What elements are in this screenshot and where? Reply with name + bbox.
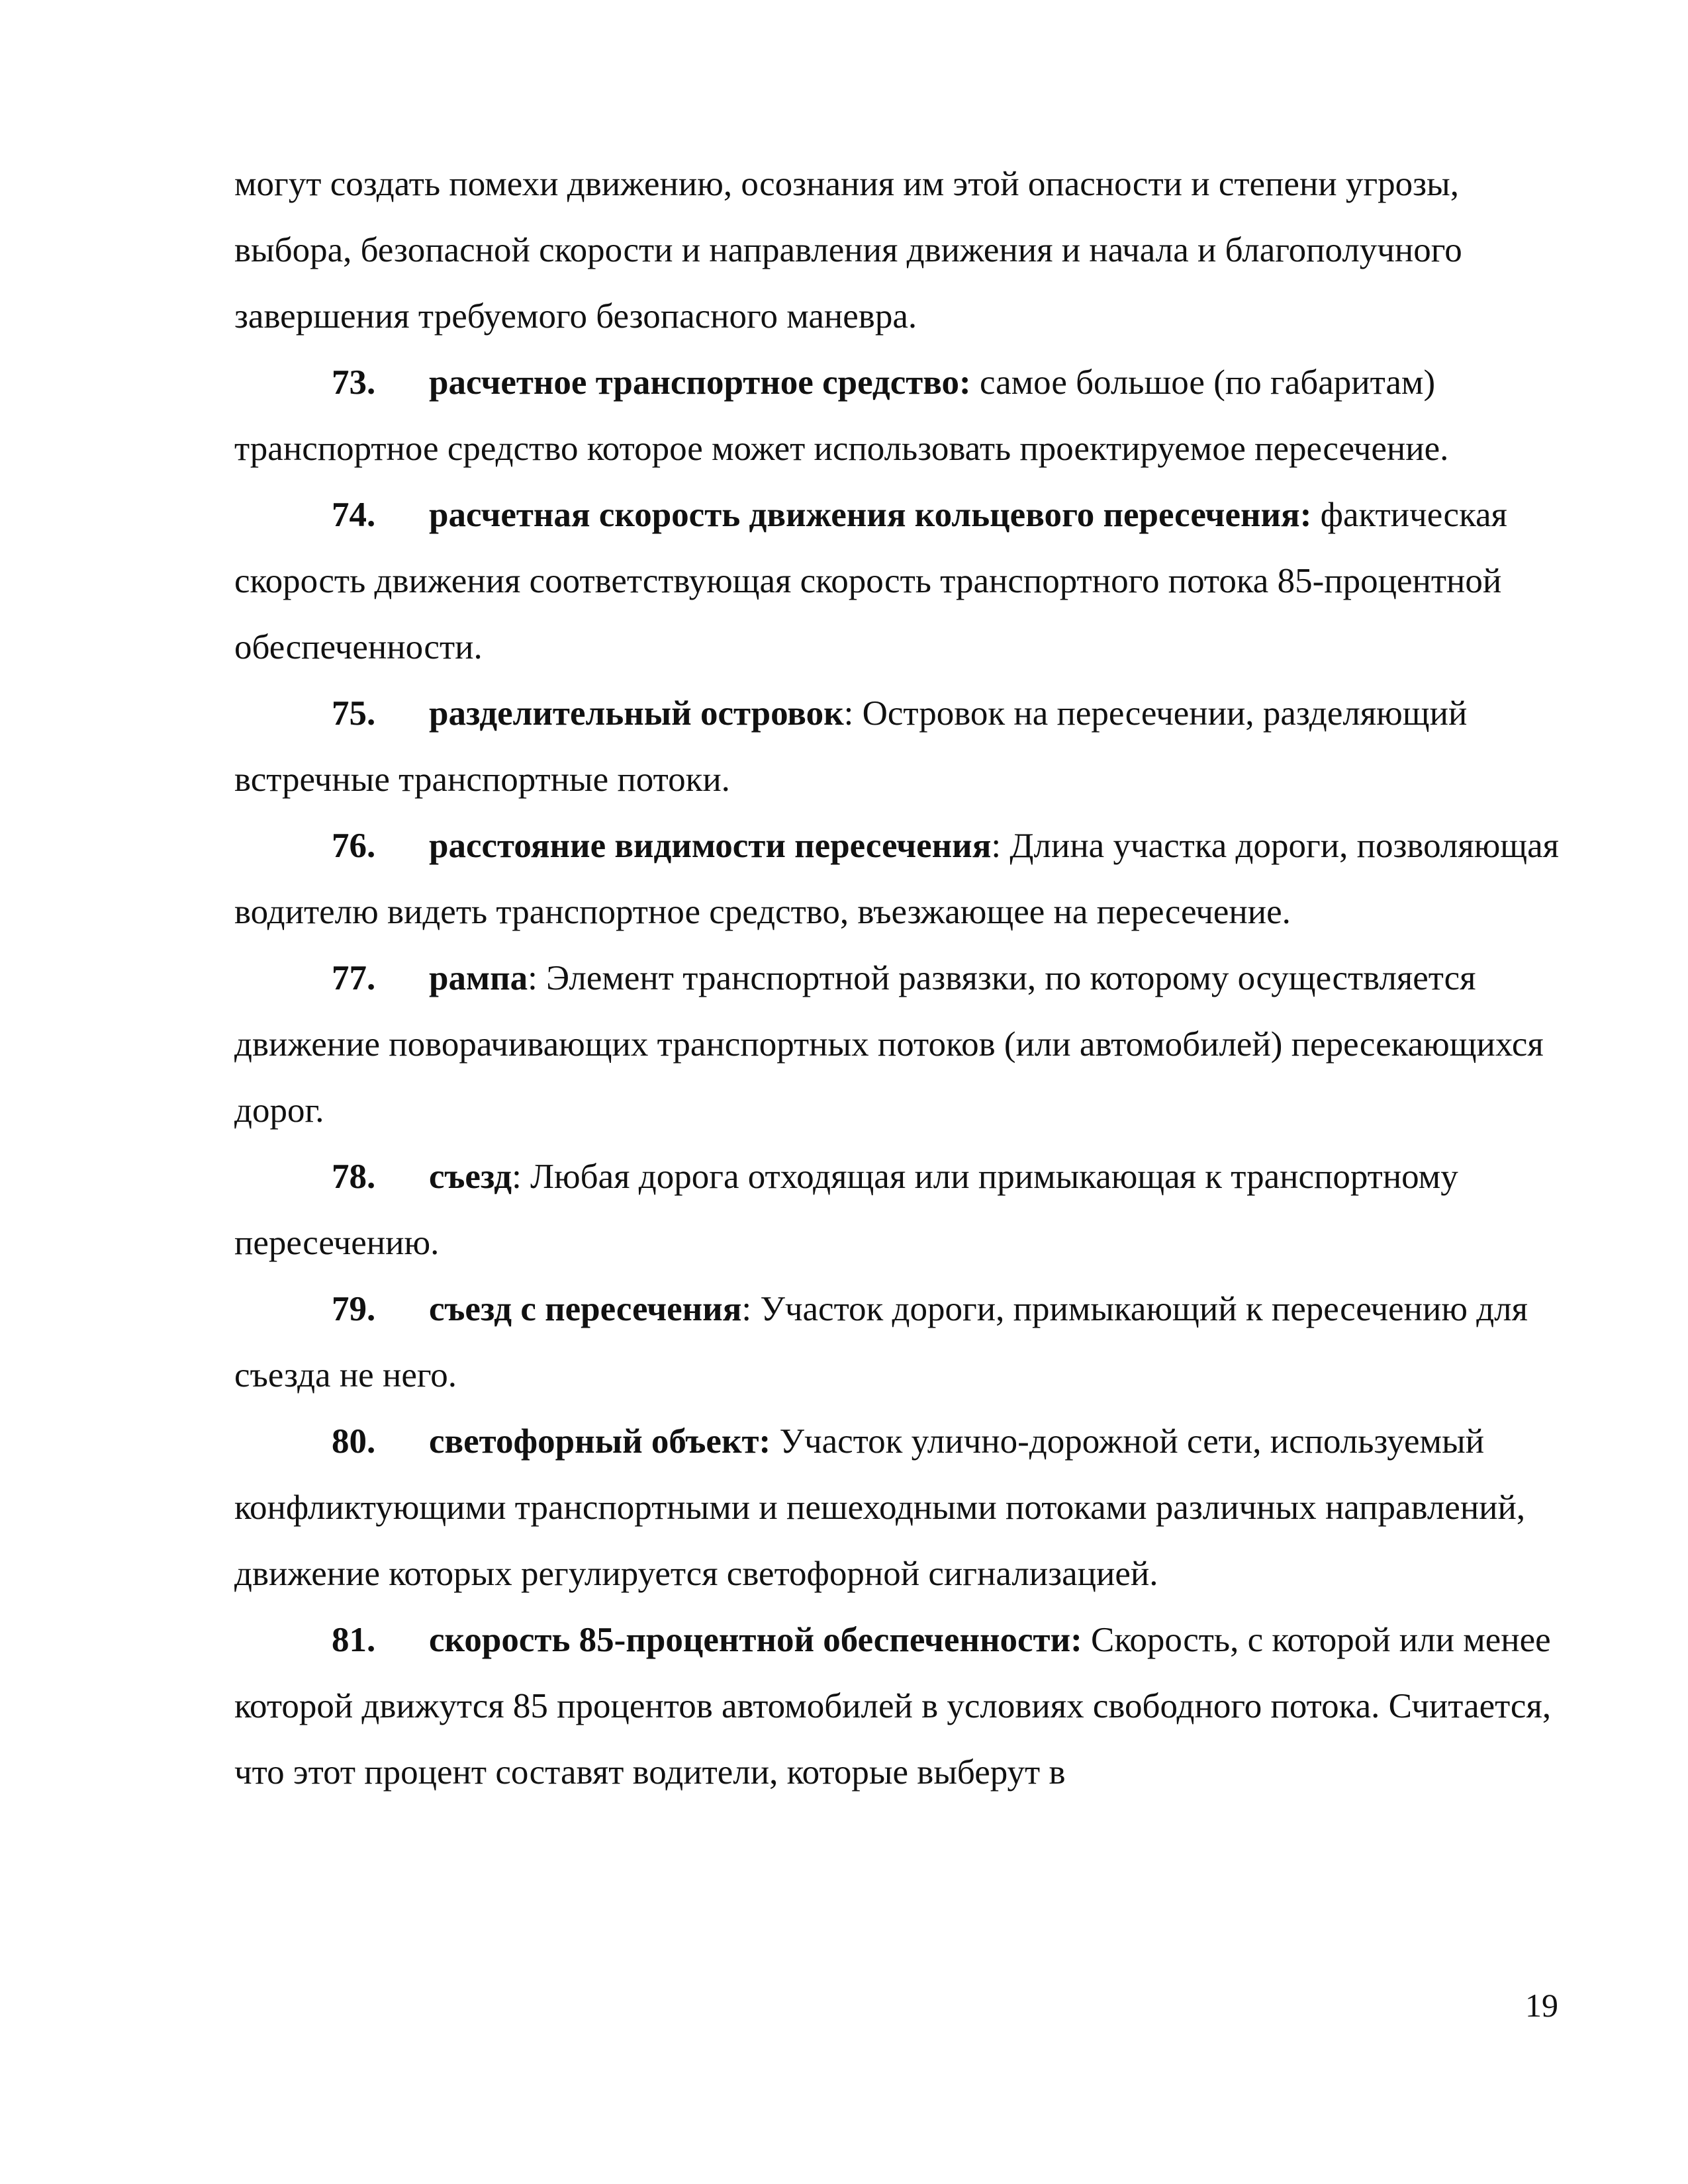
definition-text: самое большое (по габаритам) транспортное средство которое может использовать проектируемое пересечение.	[234, 363, 1449, 468]
intro-paragraph: могут создать помехи движению, осознания им этой опасности и степени угрозы, выбора, безопасной скорости и направления движения и начала и благополучного завершения требуемого безопасного маневра.	[234, 165, 1462, 336]
definition-number: 81.	[332, 1621, 376, 1659]
definition-81	[234, 1607, 1565, 1805]
definition-text: Скорость, с которой или менее которой движутся 85 процентов автомобилей в условиях свободного потока. Считается, что этот процент составят водители, которые выберут в	[234, 1621, 1552, 1792]
definition-77	[234, 945, 1565, 1144]
definition-74	[234, 482, 1565, 680]
definition-text: Участок улично-дорожной сети, используемый конфликтующими транспортными и пешеходными потоками различных направлений, движение которых регулируется светофорной сигнализацией.	[234, 1422, 1526, 1593]
definition-75	[234, 680, 1565, 813]
definition-term: расчетная скорость движения кольцевого пересечения:	[429, 496, 1312, 534]
definition-term: расчетное транспортное средство:	[429, 363, 971, 402]
definition-term: светофорный объект:	[429, 1422, 771, 1461]
definition-text: : Длина участка дороги, позволяющая водителю видеть транспортное средство, въезжающее на пересечение.	[234, 827, 1560, 931]
definition-term: съезд с пересечения	[429, 1290, 742, 1328]
definition-number: 75.	[332, 694, 376, 733]
definition-term: скорость 85-процентной обеспеченности:	[429, 1621, 1082, 1659]
definition-text: : Элемент транспортной развязки, по которому осуществляется движение поворачивающих транспортных потоков (или автомобилей) пересекающихся дорог.	[234, 959, 1544, 1130]
definition-term: рампа	[429, 959, 528, 997]
definition-80	[234, 1408, 1565, 1607]
definition-number: 77.	[332, 959, 376, 997]
definition-term: разделительный островок	[429, 694, 844, 733]
definition-text: : Участок дороги, примыкающий к пересечению для съезда не него.	[234, 1290, 1528, 1394]
definition-text: фактическая скорость движения соответствующая скорость транспортного потока 85-процентной обеспеченности.	[234, 496, 1507, 666]
definition-76	[234, 813, 1565, 945]
document-body	[234, 151, 1565, 1805]
definition-number: 78.	[332, 1158, 376, 1196]
definition-number: 76.	[332, 827, 376, 865]
definition-term: съезд	[429, 1158, 512, 1196]
definition-number: 80.	[332, 1422, 376, 1461]
definition-text: : Островок на пересечении, разделяющий встречные транспортные потоки.	[234, 694, 1468, 799]
definition-text: : Любая дорога отходящая или примыкающая к транспортному пересечению.	[234, 1158, 1458, 1262]
definition-79	[234, 1276, 1565, 1408]
definition-number: 74.	[332, 496, 376, 534]
definition-number: 79.	[332, 1290, 376, 1328]
page-number: 19	[1525, 1987, 1558, 2024]
definition-term: расстояние видимости пересечения	[429, 827, 992, 865]
definition-73	[234, 349, 1565, 482]
definition-number: 73.	[332, 363, 376, 402]
definition-78	[234, 1144, 1565, 1276]
